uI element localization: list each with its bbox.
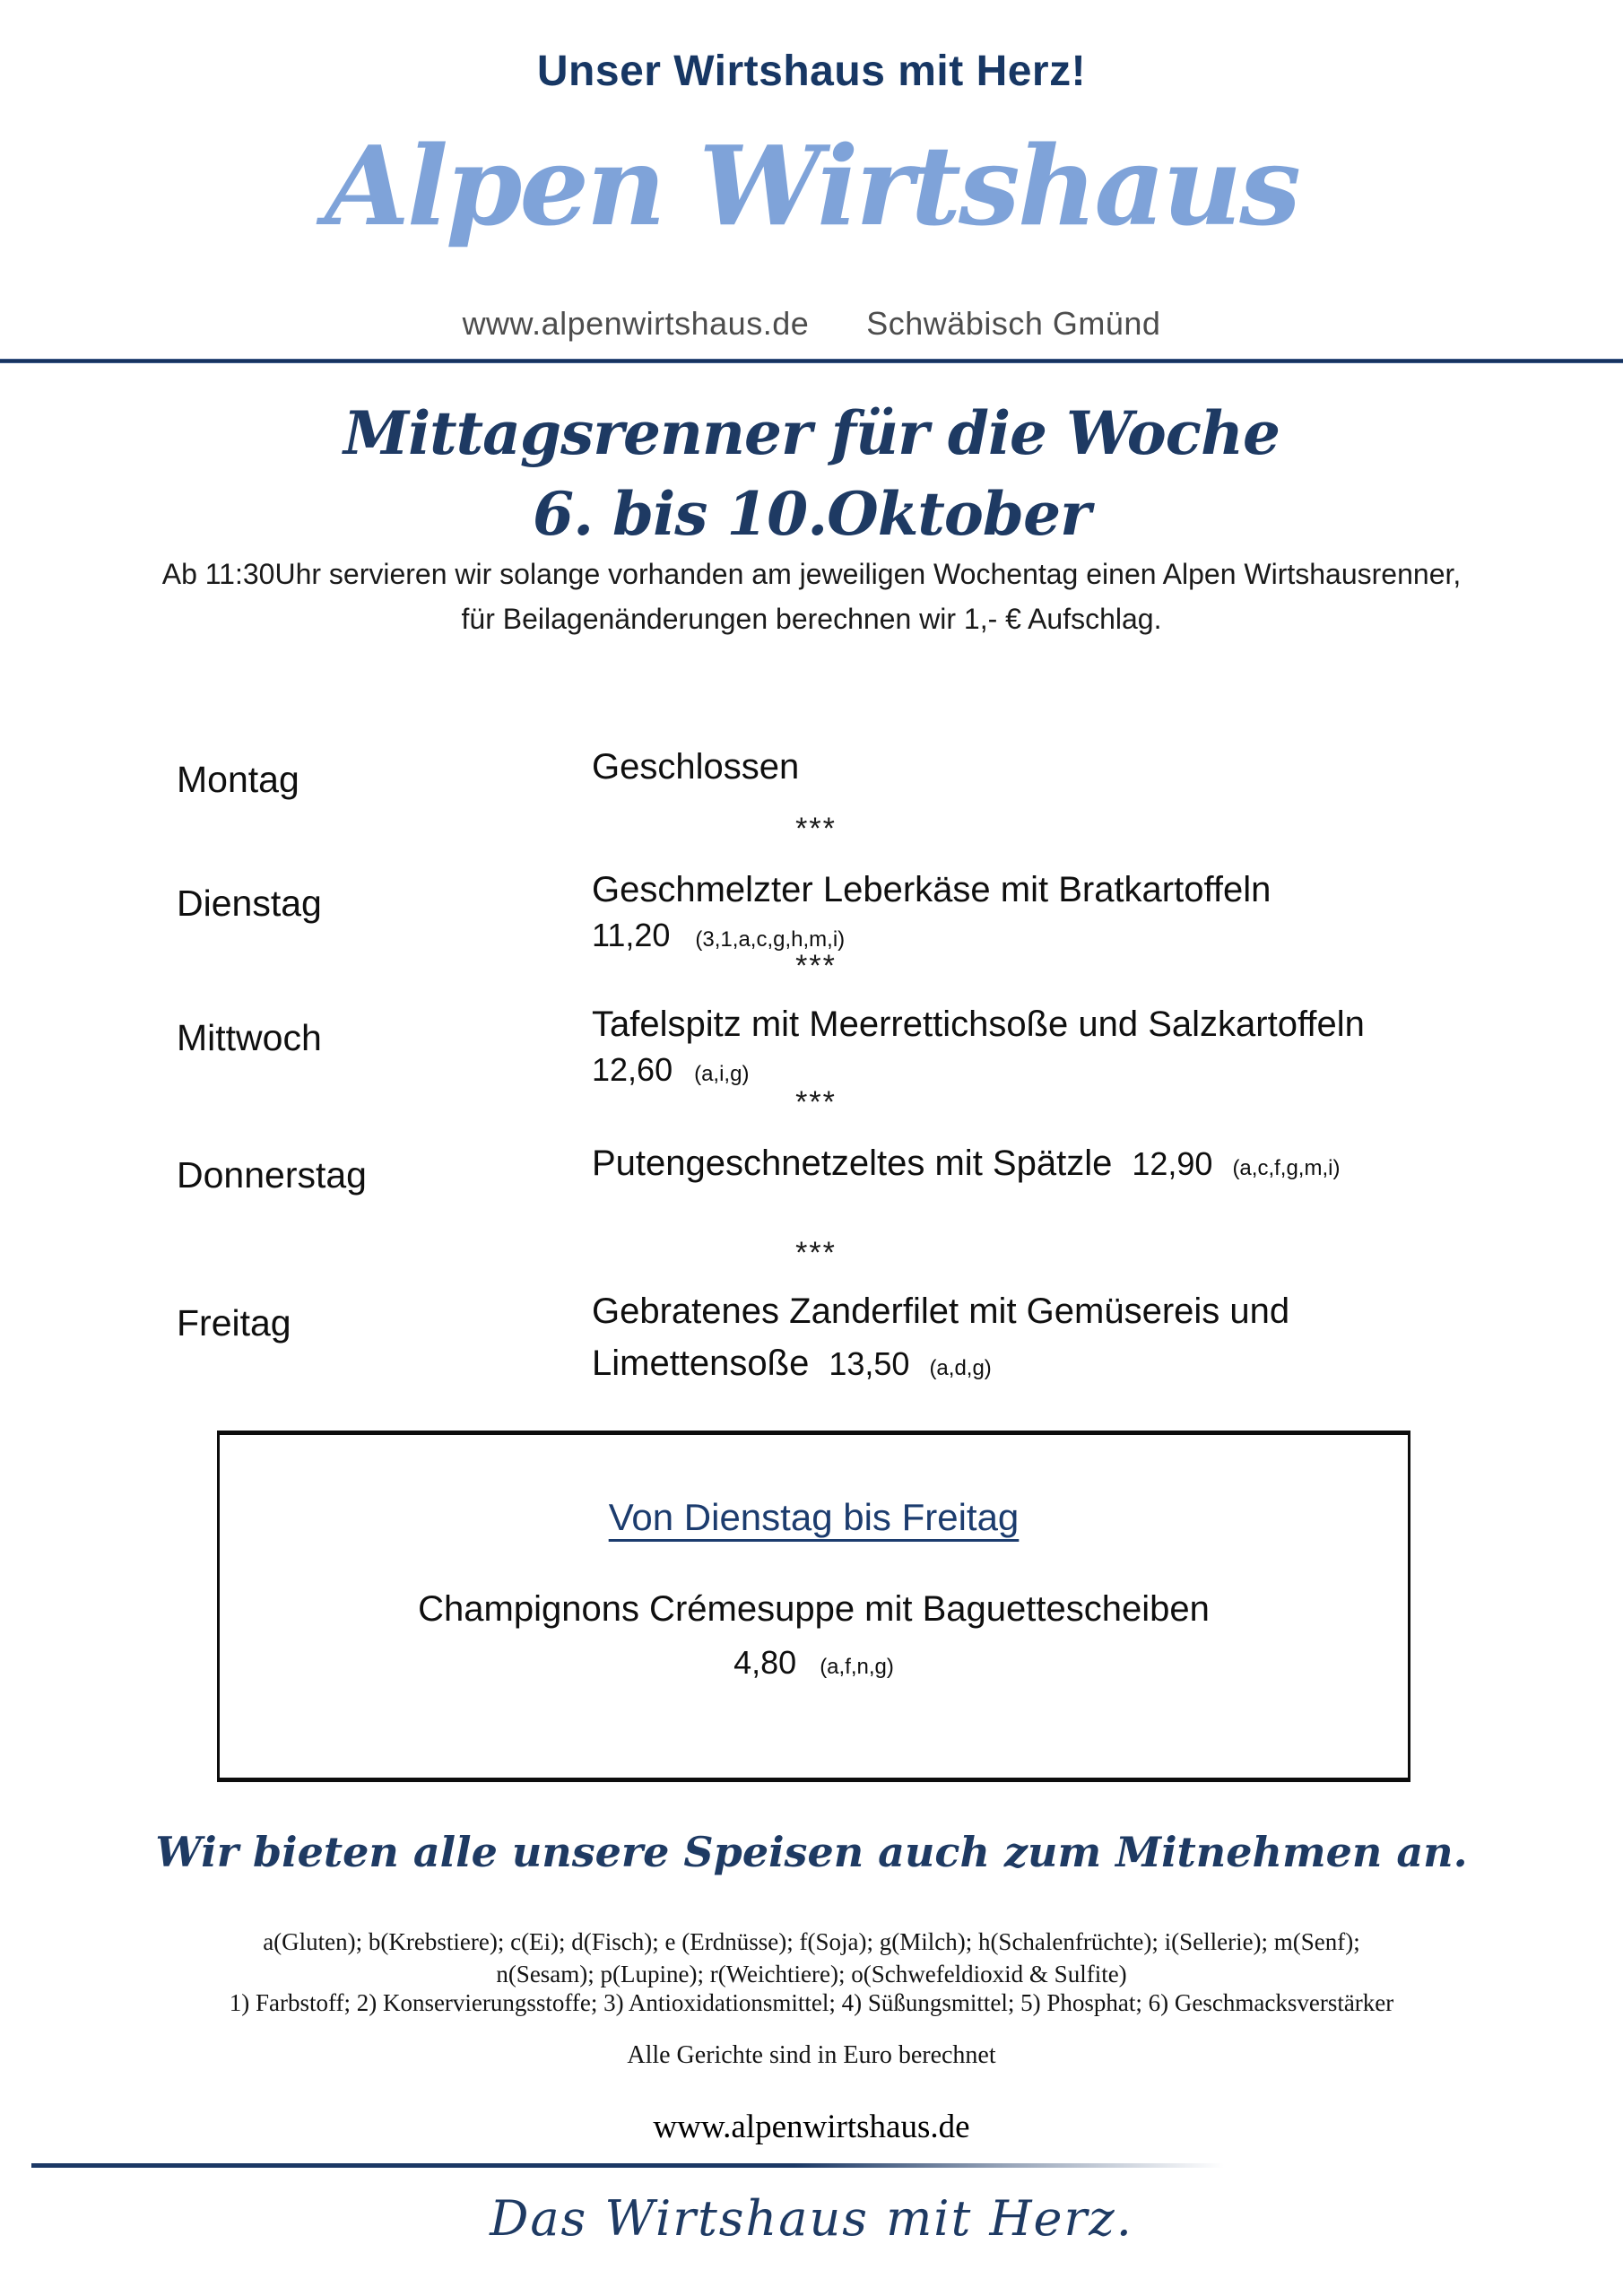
euro-note: Alle Gerichte sind in Euro berechnet [627,2041,996,2069]
price-freitag: 13,50 [829,1345,910,1382]
intro-text-line2: für Beilagenänderungen berechnen wir 1,- € Aufschlag. [461,603,1162,635]
special-box-allergens: (a,f,n,g) [820,1655,894,1679]
allergen-legend-line2: n(Sesam); p(Lupine); r(Weichtiere); o(Schwefeldioxid & Sulfite) [496,1961,1127,1987]
logo-subline [0,305,1623,343]
day-label-mittwoch: Mittwoch [177,1017,322,1058]
separator: *** [795,812,837,846]
header-city: Schwäbisch Gmünd [866,305,1161,342]
dish-donnerstag: Putengeschnetzeltes mit Spätzle [592,1144,1113,1183]
takeaway-note: Wir bieten alle unsere Speisen auch zum Mitnehmen an. [155,1828,1468,1876]
price-donnerstag: 12,90 [1132,1145,1213,1182]
dish-montag: Geschlossen [592,747,800,787]
header-tagline: Unser Wirtshaus mit Herz! [536,48,1087,95]
intro-text-line1: Ab 11:30Uhr servieren wir solange vorhanden am jeweiligen Wochentag einen Alpen Wirtshausrenner, [161,558,1462,590]
special-box-title: Von Dienstag bis Freitag [608,1496,1020,1538]
allergens-dienstag: (3,1,a,c,g,h,m,i) [695,927,846,952]
separator: *** [795,1085,837,1119]
logo-script-text: Alpen Wirtshaus [325,121,1298,250]
footer-slogan: Das Wirtshaus mit Herz. [490,2190,1133,2247]
allergen-legend-line1: a(Gluten); b(Krebstiere); c(Ei); d(Fisch); e (Erdnüsse); f(Soja); g(Milch); h(Schalenfrüchte); i(Sellerie); m(Senf); [263,1928,1360,1955]
day-label-freitag: Freitag [177,1302,291,1344]
price-dienstag: 11,20 [592,917,671,953]
header-website: www.alpenwirtshaus.de [462,305,810,342]
price-row-mittwoch [592,1051,749,1089]
dish-freitag-line2-row [592,1344,992,1384]
page-title-line2: 6. bis 10.Oktober [533,479,1090,549]
dish-row-donnerstag [592,1144,1340,1184]
special-box-price-row [217,1644,1410,1682]
dish-mittwoch: Tafelspitz mit Meerrettichsoße und Salzkartoffeln [592,1004,1365,1044]
footer-website: www.alpenwirtshaus.de [653,2109,970,2145]
separator: *** [795,949,837,983]
separator: *** [795,1236,837,1270]
day-label-montag: Montag [177,759,299,800]
page-title-line1: Mittagsrenner für die Woche [343,398,1280,468]
dish-freitag-line2: Limettensoße [592,1344,810,1383]
additives-legend-line: 1) Farbstoff; 2) Konservierungsstoffe; 3) Antioxidationsmittel; 4) Süßungsmittel; 5) Phosphat; 6) Geschmacksverstärker [229,1989,1394,2016]
price-mittwoch: 12,60 [592,1051,673,1088]
allergens-freitag: (a,d,g) [929,1356,992,1380]
day-label-donnerstag: Donnerstag [177,1154,367,1196]
day-label-dienstag: Dienstag [177,883,322,924]
header-divider [0,359,1623,363]
allergens-mittwoch: (a,i,g) [694,1062,750,1086]
special-box-dish: Champignons Crémesuppe mit Baguettescheiben [418,1589,1210,1629]
dish-dienstag: Geschmelzter Leberkäse mit Bratkartoffeln [592,870,1271,909]
footer-divider [31,2163,1224,2168]
dish-freitag-line1: Gebratenes Zanderfilet mit Gemüsereis und [592,1292,1290,1331]
allergens-donnerstag: (a,c,f,g,m,i) [1232,1156,1341,1180]
special-box-price: 4,80 [733,1644,797,1681]
